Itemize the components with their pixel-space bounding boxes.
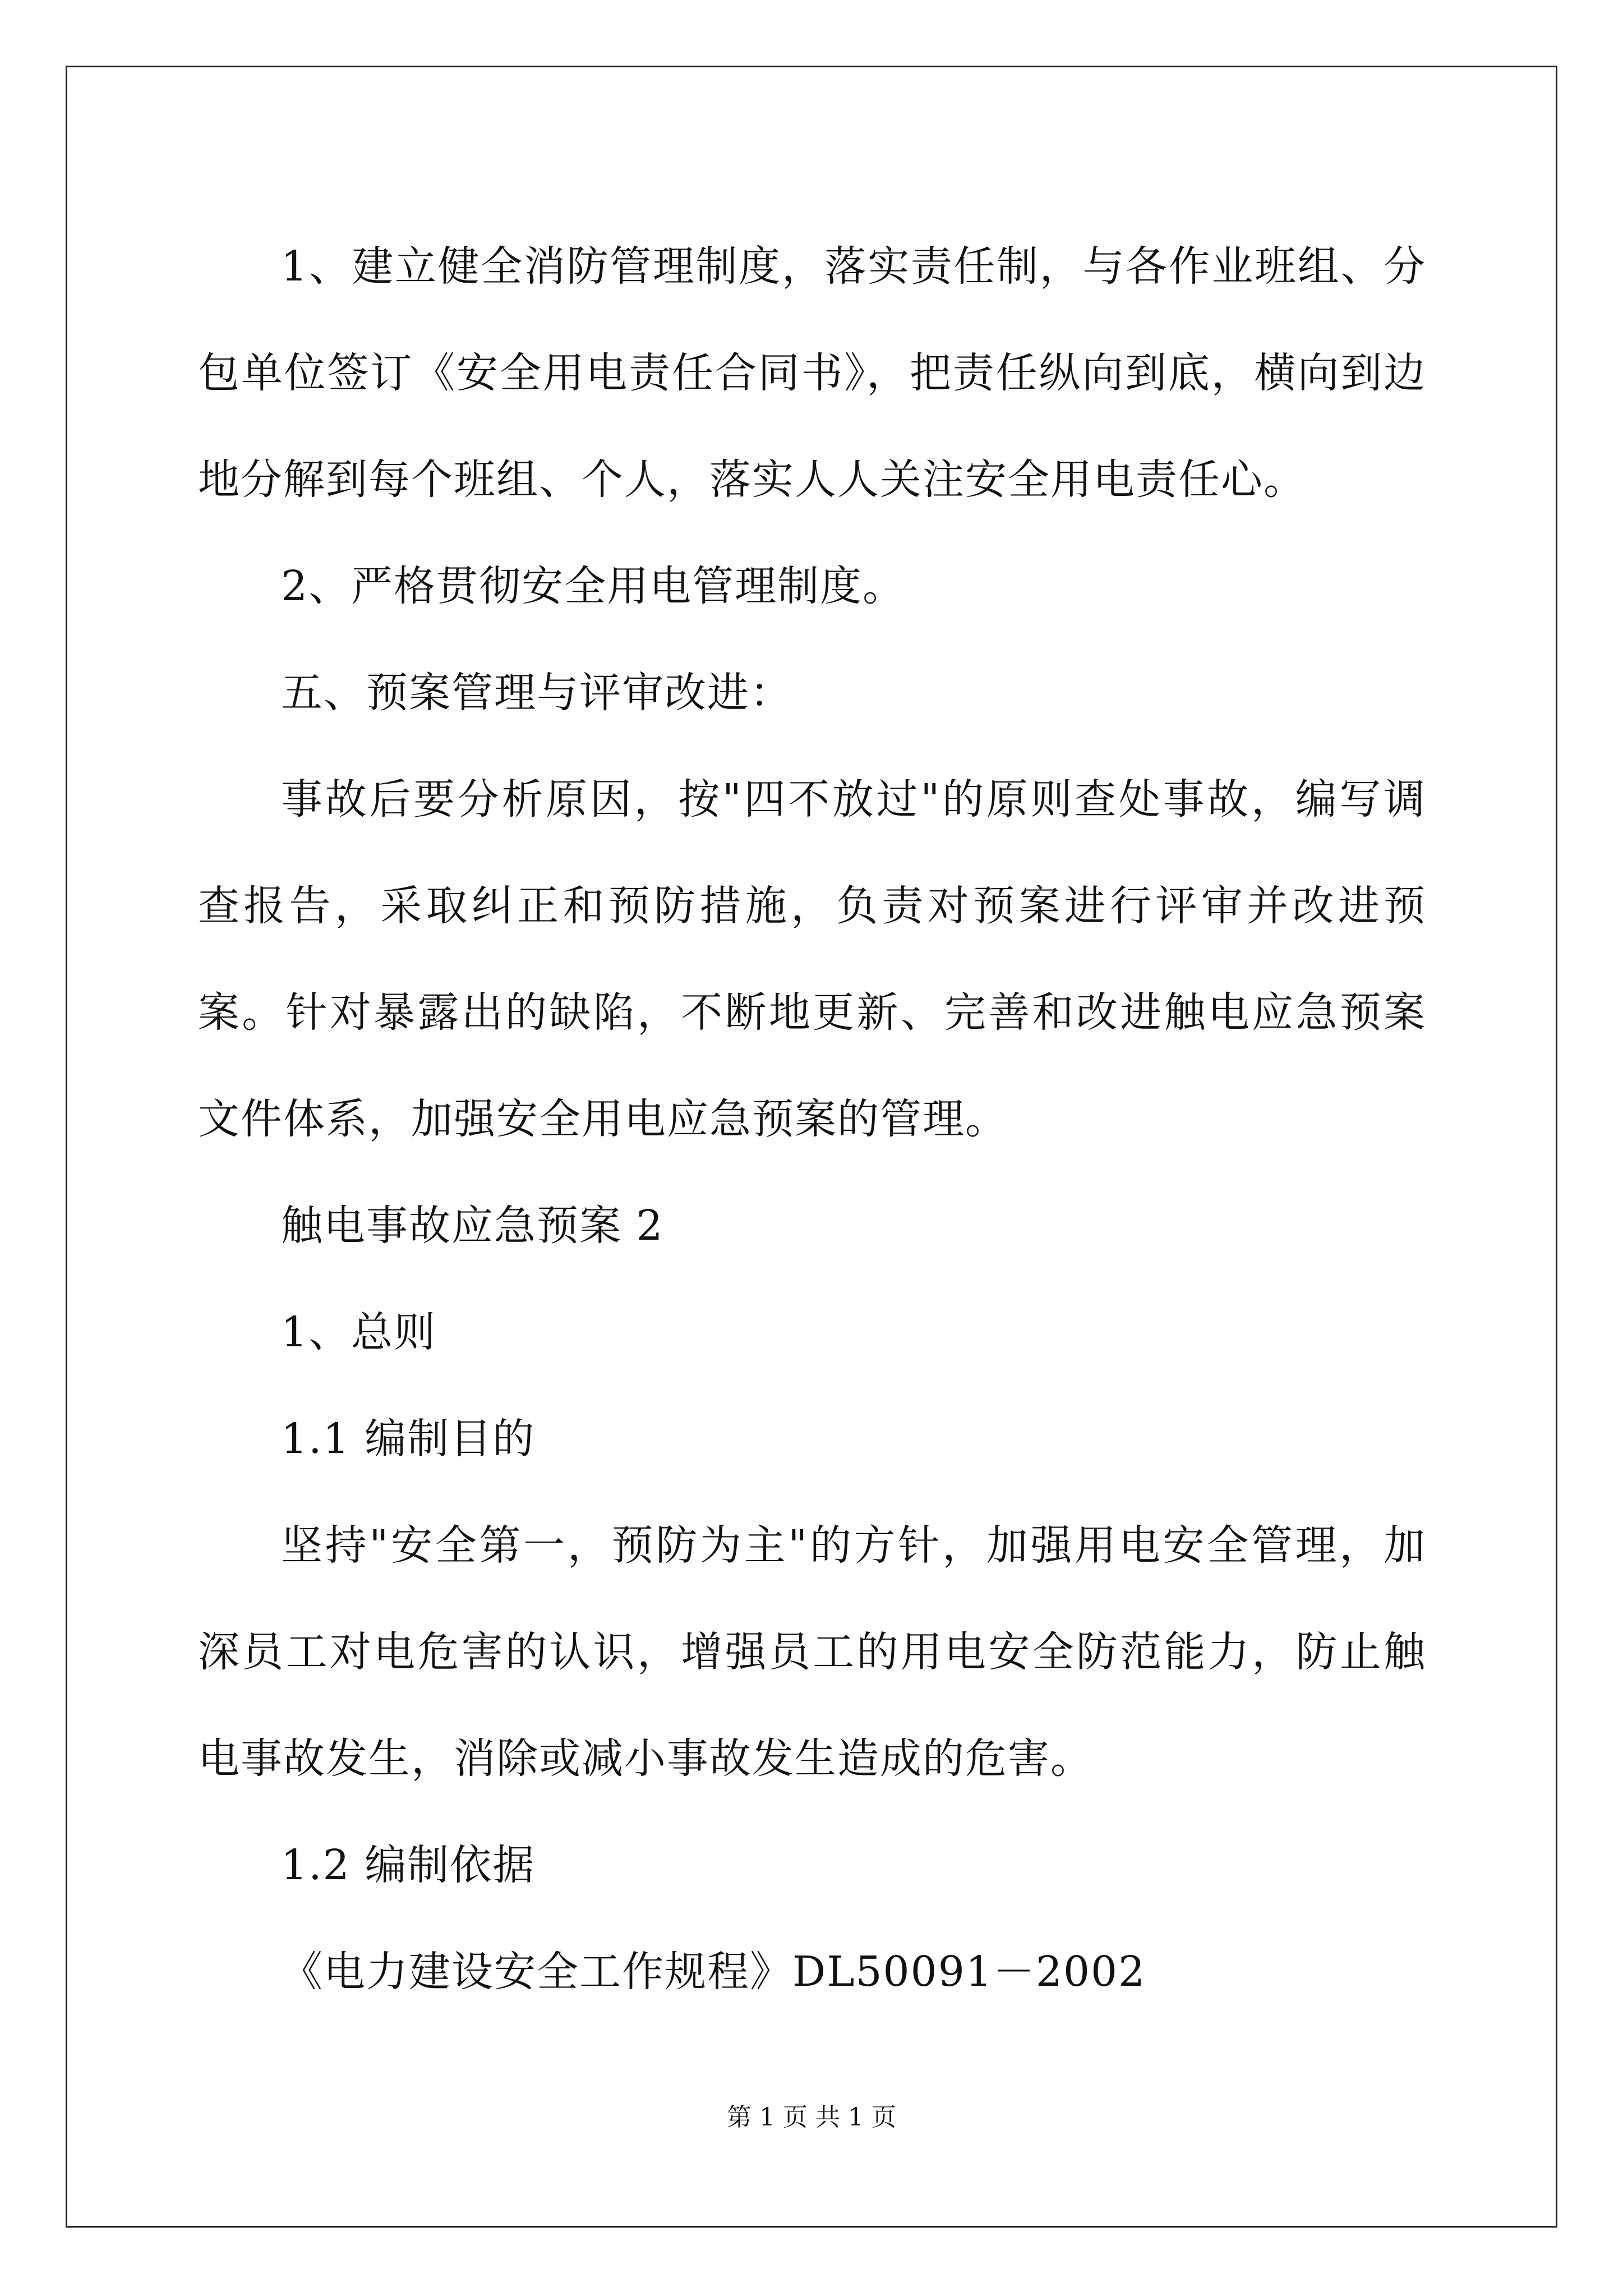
section-heading-general: 1、总则 xyxy=(281,1308,437,1356)
document-title-plan-2: 触电事故应急预案 2 xyxy=(281,1202,664,1250)
paragraph-accident-analysis: 事故后要分析原因，按"四不放过"的原则查处事故，编写调查报告，采取纠正和预防措施，负责对预案进行评审并改进预案。针对暴露出的缺陷，不断地更新、完善和改进触电应急预案文件体系，加强安全用电应急预案的管理。 xyxy=(198,775,1426,1143)
section-heading-plan-review: 五、预案管理与评审改进： xyxy=(281,669,792,717)
document-body xyxy=(198,213,1426,2025)
paragraph-reference-standard: 《电力建设安全工作规程》DL50091－2002 xyxy=(281,1948,1146,1996)
page-footer: 第 1 页 共 1 页 xyxy=(727,2103,896,2132)
subheading-purpose: 1.1 编制目的 xyxy=(281,1415,536,1463)
paragraph-electricity-rules: 2、严格贯彻安全用电管理制度。 xyxy=(281,562,906,610)
subheading-basis: 1.2 编制依据 xyxy=(281,1841,536,1889)
paragraph-purpose: 坚持"安全第一，预防为主"的方针，加强用电安全管理，加深员工对电危害的认识，增强员工的用电安全防范能力，防止触电事故发生，消除或减小事故发生造成的危害。 xyxy=(198,1521,1426,1783)
paragraph-responsibility: 1、建立健全消防管理制度，落实责任制，与各作业班组、分包单位签订《安全用电责任合同书》，把责任纵向到底，横向到边地分解到每个班组、个人，落实人人关注安全用电责任心。 xyxy=(198,242,1426,504)
